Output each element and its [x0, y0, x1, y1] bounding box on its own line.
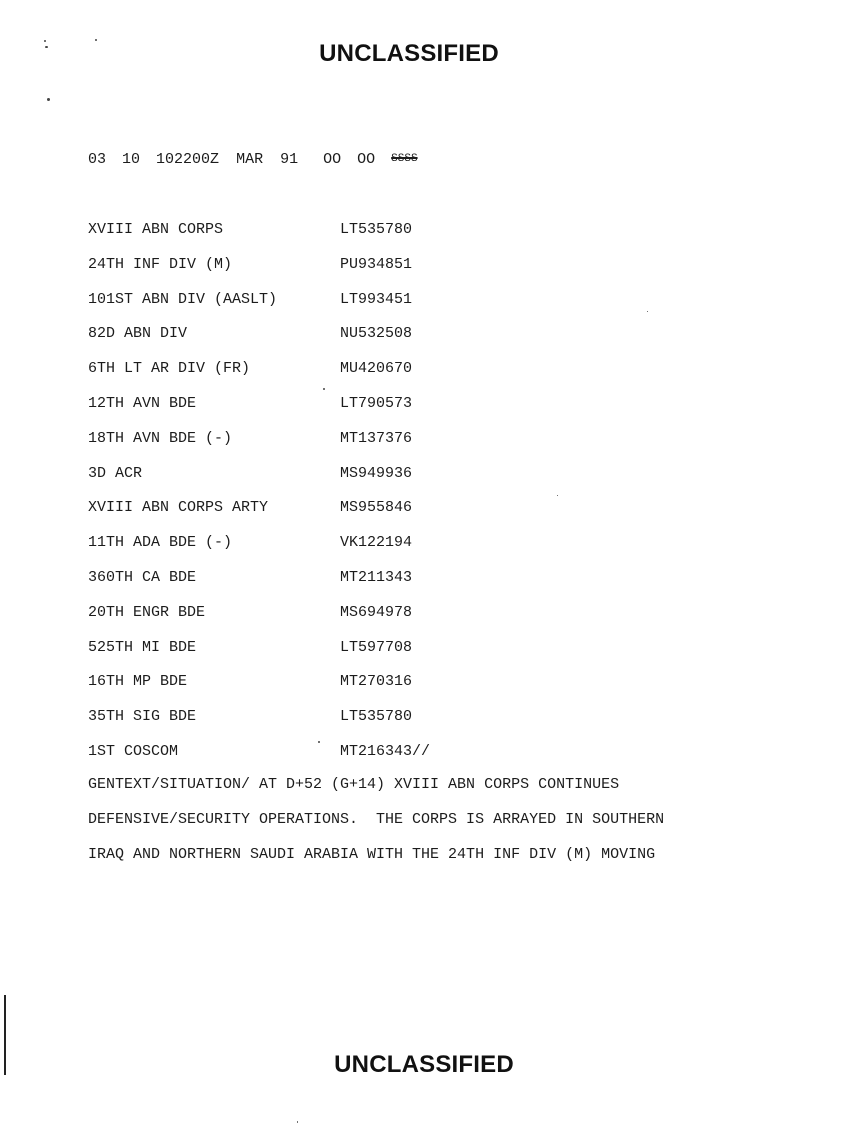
date-time-group: 102200Z	[156, 151, 220, 168]
unit-grid-coordinate: MS694978	[340, 603, 413, 621]
scan-speck	[297, 1121, 298, 1123]
unit-name: 6TH LT AR DIV (FR)	[88, 360, 251, 378]
scan-speck	[318, 741, 320, 743]
header-field-1: 03	[88, 151, 107, 168]
unit-name: 16TH MP BDE	[88, 673, 188, 691]
unit-grid-coordinate: MT216343//	[340, 742, 431, 760]
unit-row	[88, 499, 430, 534]
scan-speck	[44, 40, 46, 42]
unit-name: 360TH CA BDE	[88, 568, 197, 586]
scan-speck	[95, 39, 97, 41]
unit-name: 3D ACR	[88, 464, 143, 482]
unit-name: 1ST COSCOM	[88, 742, 179, 760]
unit-row	[88, 465, 430, 500]
unit-grid-coordinate: MT211343	[340, 568, 413, 586]
scan-edge-line	[4, 995, 6, 1075]
unit-location-list	[88, 221, 430, 778]
gentext-line: GENTEXT/SITUATION/ AT D+52 (G+14) XVIII ABN CORPS CONTINUES	[88, 776, 620, 793]
scan-speck	[557, 495, 558, 496]
unit-name: 525TH MI BDE	[88, 638, 197, 656]
gentext-line: DEFENSIVE/SECURITY OPERATIONS. THE CORPS IS ARRAYED IN SOUTHERN	[88, 810, 665, 828]
unit-row	[88, 430, 430, 465]
unit-grid-coordinate: MT137376	[340, 429, 413, 447]
unit-row	[88, 743, 430, 778]
unit-row	[88, 708, 430, 743]
unit-name: 18TH AVN BDE (-)	[88, 429, 233, 447]
unit-grid-coordinate: MS949936	[340, 464, 413, 482]
unit-row	[88, 291, 430, 326]
unit-name: 20TH ENGR BDE	[88, 603, 206, 621]
unit-row	[88, 256, 430, 291]
scan-speck	[45, 46, 48, 48]
unit-row	[88, 534, 430, 569]
header-code-1: OO	[323, 151, 342, 168]
classification-banner-top: UNCLASSIFIED	[319, 40, 499, 67]
classification-banner-bottom: UNCLASSIFIED	[334, 1051, 514, 1078]
unit-row	[88, 604, 430, 639]
message-header-line	[88, 151, 418, 168]
unit-row	[88, 673, 430, 708]
scan-speck	[47, 98, 50, 101]
unit-name: 24TH INF DIV (M)	[88, 255, 233, 273]
unit-name: 12TH AVN BDE	[88, 394, 197, 412]
unit-grid-coordinate: NU532508	[340, 325, 413, 343]
unit-grid-coordinate: VK122194	[340, 534, 413, 552]
scan-speck	[323, 388, 325, 390]
header-year: 91	[280, 151, 299, 168]
unit-grid-coordinate: LT993451	[340, 290, 413, 308]
unit-grid-coordinate: LT535780	[340, 221, 413, 238]
unit-name: 82D ABN DIV	[88, 325, 188, 343]
struck-through-text: SSSS	[391, 153, 418, 166]
unit-grid-coordinate: LT535780	[340, 708, 413, 726]
unit-grid-coordinate: MU420670	[340, 360, 413, 378]
unit-row	[88, 569, 430, 604]
unit-name: XVIII ABN CORPS	[88, 221, 224, 238]
unit-row	[88, 221, 430, 256]
unit-row	[88, 639, 430, 674]
unit-row	[88, 395, 430, 430]
unit-name: 101ST ABN DIV (AASLT)	[88, 290, 278, 308]
unit-name: 35TH SIG BDE	[88, 708, 197, 726]
unit-grid-coordinate: MS955846	[340, 499, 413, 517]
unit-name: XVIII ABN CORPS ARTY	[88, 499, 269, 517]
gentext-line: IRAQ AND NORTHERN SAUDI ARABIA WITH THE 24TH INF DIV (M) MOVING	[88, 845, 656, 863]
scan-speck	[647, 311, 648, 312]
unit-grid-coordinate: MT270316	[340, 673, 413, 691]
gentext-situation	[88, 776, 664, 880]
unit-row	[88, 325, 430, 360]
unit-grid-coordinate: LT597708	[340, 638, 413, 656]
header-code-2: OO	[357, 151, 376, 168]
unit-row	[88, 360, 430, 395]
header-field-2: 10	[122, 151, 141, 168]
header-month: MAR	[236, 151, 264, 168]
unit-name: 11TH ADA BDE (-)	[88, 534, 233, 552]
unit-grid-coordinate: LT790573	[340, 394, 413, 412]
unit-grid-coordinate: PU934851	[340, 255, 413, 273]
